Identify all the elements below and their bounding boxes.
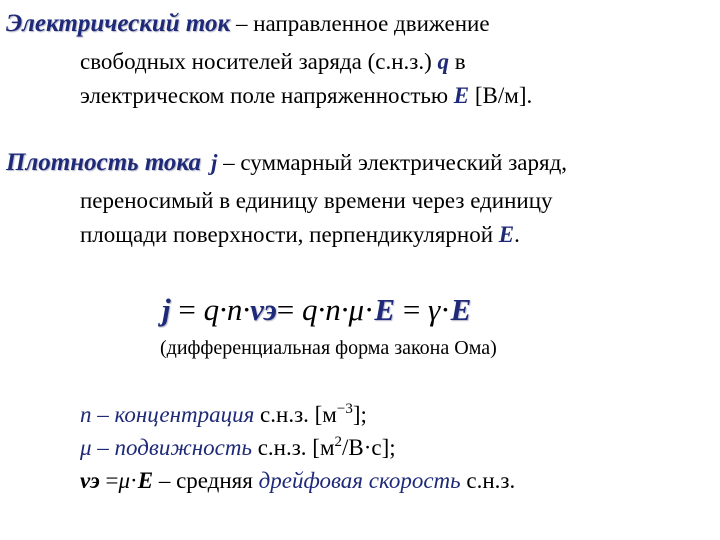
legend-drift-velocity	[80, 467, 515, 495]
legend-n-units-end: ];	[352, 402, 367, 427]
density-definition-text: – суммарный электрический заряд,	[217, 150, 568, 175]
legend-n-exponent: −3	[336, 401, 353, 417]
density-definition-text: переносимый в единицу времени через единицу	[80, 188, 553, 213]
field-strength-symbol: E	[453, 83, 470, 108]
ohm-law-formula	[162, 292, 471, 328]
formula-j: j	[162, 292, 171, 327]
legend-v-end: с.н.з.	[460, 468, 516, 493]
density-definition-line-2	[80, 187, 553, 215]
current-definition-text: в	[449, 49, 466, 74]
current-definition-text: – направленное движение	[230, 11, 490, 36]
legend-mu-definition: – подвижность	[91, 435, 252, 460]
legend-v-symbol: vэ	[80, 468, 100, 493]
current-definition-line-3	[80, 82, 532, 110]
legend-v-dot: ·	[130, 468, 138, 493]
density-term: Плотность тока	[6, 149, 201, 176]
legend-v-E: E	[137, 468, 154, 493]
current-definition-text: свободных носителей заряда (с.н.з.)	[80, 49, 438, 74]
density-definition-text: площади поверхности, перпендикулярной	[80, 222, 499, 247]
legend-v-equals: =	[99, 468, 119, 493]
legend-v-definition: – средняя	[153, 468, 259, 493]
legend-mu-units-end: /В·с];	[342, 435, 396, 460]
legend-mu-exponent: 2	[334, 434, 343, 450]
legend-n-definition: – концентрация	[91, 402, 255, 427]
formula-dot: ·	[364, 292, 375, 327]
density-definition-line-1	[6, 149, 567, 177]
charge-symbol: q	[437, 49, 450, 74]
formula-E: E	[450, 292, 472, 327]
formula-mobility: μ	[348, 292, 365, 327]
current-definition-text: электрическом поле напряженностью	[80, 83, 454, 108]
legend-concentration	[80, 401, 367, 429]
density-symbol: j	[210, 150, 218, 175]
legend-v-mu: μ	[118, 468, 131, 493]
formula-q-n: q·n·	[301, 292, 349, 327]
legend-n-units: с.н.з. [м	[254, 402, 337, 427]
formula-equals: =	[170, 292, 204, 327]
formula-drift-velocity: vэ	[250, 292, 277, 327]
formula-gamma: γ	[428, 292, 441, 327]
formula-equals: =	[276, 292, 302, 327]
legend-mobility	[80, 434, 396, 462]
formula-caption: (дифференциальная форма закона Ома)	[160, 337, 497, 359]
legend-mu-units: с.н.з. [м	[251, 435, 335, 460]
current-term: Электрический ток	[6, 10, 231, 37]
formula-E: E	[374, 292, 396, 327]
legend-mu-symbol: μ	[80, 435, 92, 460]
field-strength-symbol: E	[498, 222, 515, 247]
formula-q-n: q·n·	[203, 292, 251, 327]
current-definition-text: [В/м].	[469, 83, 533, 108]
current-definition-line-1	[6, 10, 490, 38]
legend-v-drift: дрейфовая скорость	[258, 468, 461, 493]
legend-n-symbol: n	[80, 402, 92, 427]
formula-equals: =	[395, 292, 429, 327]
formula-dot: ·	[440, 292, 451, 327]
current-definition-line-2	[80, 48, 466, 76]
density-definition-text: .	[514, 222, 520, 247]
density-definition-line-3	[80, 221, 520, 249]
